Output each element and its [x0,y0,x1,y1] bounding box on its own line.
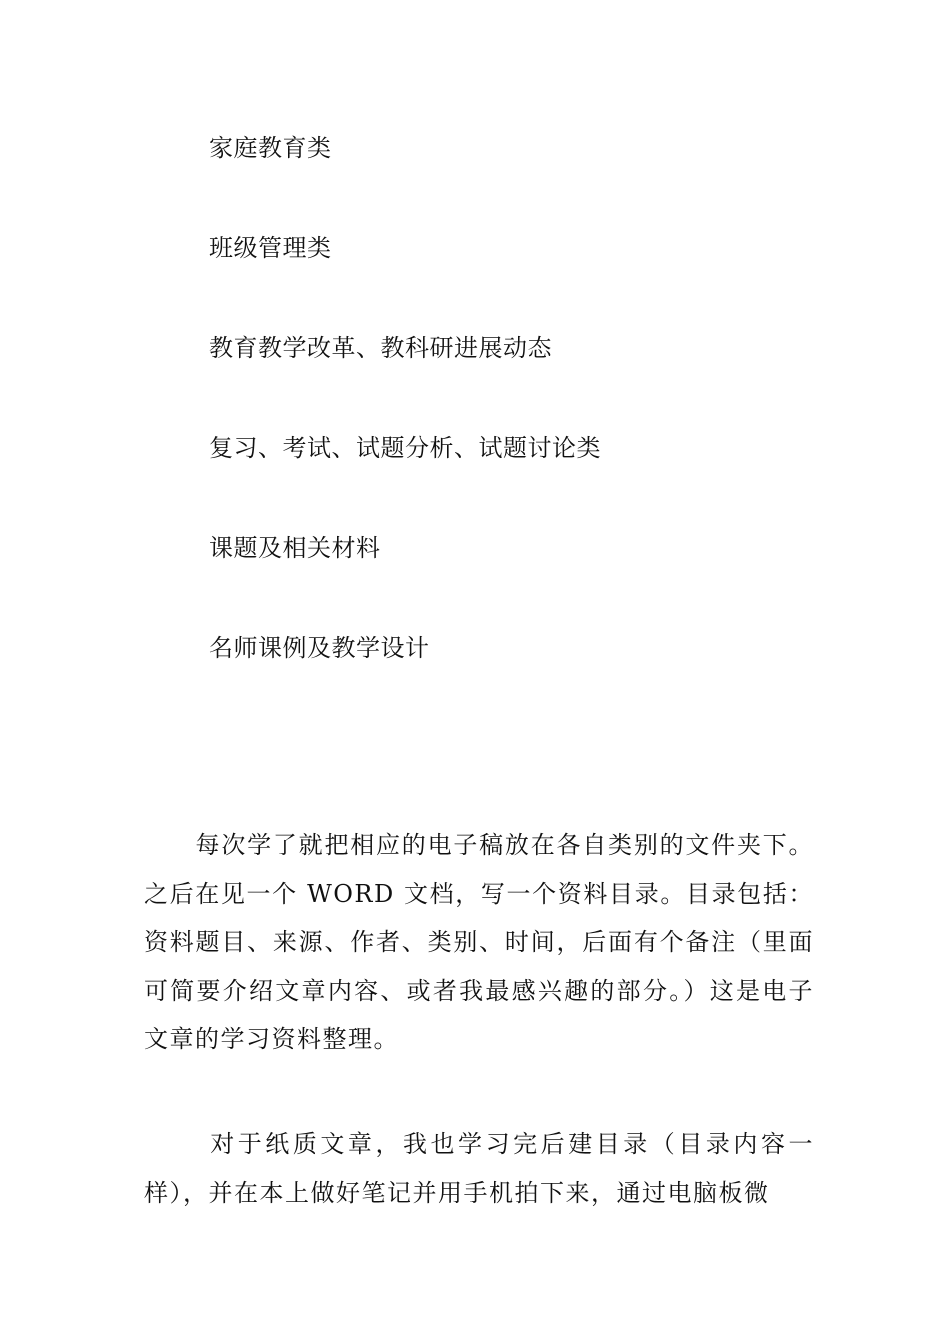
category-review-exams: 复习、考试、试题分析、试题讨论类 [209,434,601,462]
category-family-education: 家庭教育类 [209,134,332,162]
category-class-management: 班级管理类 [209,234,332,262]
paragraph-paper-materials: 对于纸质文章，我也学习完后建目录（目录内容一样），并在本上做好笔记并用手机拍下来，通过电脑板微 [144,1130,814,1207]
category-research-topics: 课题及相关材料 [209,534,381,562]
category-teaching-reform: 教育教学改革、教科研进展动态 [209,334,552,362]
category-master-lessons: 名师课例及教学设计 [209,634,430,662]
paragraph-electronic-materials: 每次学了就把相应的电子稿放在各自类别的文件夹下。之后在见一个 WORD 文档，写一个资料目录。目录包括：资料题目、来源、作者、类别、时间，后面有个备注（里面可简要介绍文章内容、或者我最感兴趣的部分。）这是电子文章的学习资料整理。 [144,831,814,1054]
